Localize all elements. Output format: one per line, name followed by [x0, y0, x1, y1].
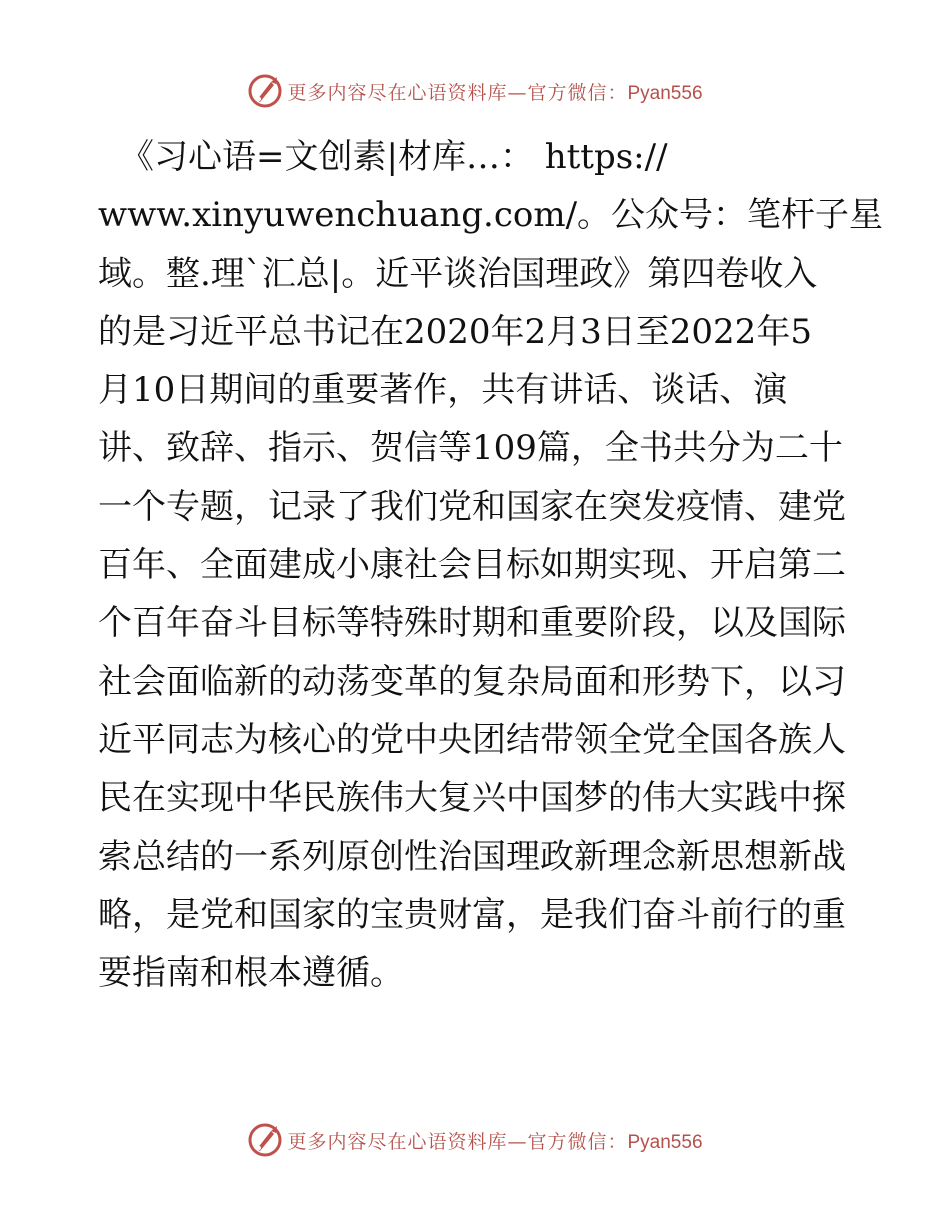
body-line-6: 讲、致辞、指示、贺信等109篇，全书共分为二十	[98, 428, 843, 469]
header-watermark-handle: Pyan556	[627, 82, 703, 104]
body-line-8: 百年、全面建成小康社会目标如期实现、开启第二	[98, 545, 846, 586]
body-line-4: 的是习近平总书记在2020年2月3日至2022年5	[98, 311, 812, 352]
quill-pen-logo-icon	[247, 1122, 283, 1158]
body-line-5: 月10日期间的重要著作，共有讲话、谈话、演	[98, 370, 788, 411]
body-line-3: 域。整.理`汇总|。近平谈治国理政》第四卷收入	[98, 253, 818, 294]
body-line-11: 近平同志为核心的党中央团结带领全党全国各族人	[98, 719, 846, 760]
body-line-14: 略，是党和国家的宝贵财富，是我们奋斗前行的重	[98, 894, 846, 935]
body-line-1: 《习心语=文创素|材库…： https://	[120, 137, 668, 177]
footer-watermark	[0, 1120, 950, 1160]
body-line-7: 一个专题，记录了我们党和国家在突发疫情、建党	[98, 486, 846, 527]
footer-watermark-label	[287, 1127, 702, 1154]
footer-watermark-text: 更多内容尽在心语资料库—官方微信：	[287, 1130, 628, 1153]
footer-watermark-handle: Pyan556	[627, 1131, 703, 1153]
document-body	[98, 128, 884, 1002]
header-watermark	[0, 71, 950, 111]
body-line-2: www.xinyuwenchuang.com/。公众号：笔杆子星	[98, 195, 884, 236]
body-line-10: 社会面临新的动荡变革的复杂局面和形势下，以习	[98, 661, 846, 702]
body-line-12: 民在实现中华民族伟大复兴中国梦的伟大实践中探	[98, 778, 846, 819]
body-line-9: 个百年奋斗目标等特殊时期和重要阶段，以及国际	[98, 603, 846, 644]
header-watermark-text: 更多内容尽在心语资料库—官方微信：	[287, 81, 628, 104]
quill-pen-logo-icon	[247, 73, 283, 109]
header-watermark-label	[287, 78, 702, 105]
body-line-13: 索总结的一系列原创性治国理政新理念新思想新战	[98, 836, 846, 877]
body-line-15: 要指南和根本遵循。	[98, 953, 404, 994]
